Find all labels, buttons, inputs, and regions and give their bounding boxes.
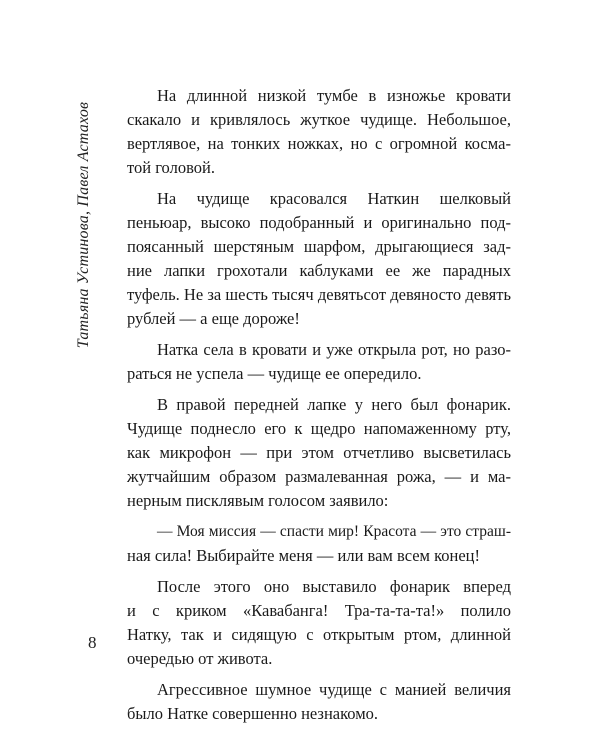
- body-text: [127, 84, 511, 726]
- text-line: поясанный шерстяным шарфом, дрыгающиеся зад-: [127, 237, 511, 256]
- text-line: ние лапки грохотали каблуками ее же парадных: [127, 261, 511, 280]
- text-line: Агрессивное шумное чудище с манией величия: [157, 680, 511, 699]
- text-line: После этого оно выставило фонарик вперед: [157, 577, 511, 596]
- text-line: раться не успела — чудище ее опередило.: [127, 364, 422, 383]
- text-line: как микрофон — при этом отчетливо высветилась: [127, 443, 511, 462]
- text-line: В правой передней лапке у него был фонарик.: [157, 395, 511, 414]
- running-head: Татьяна Устинова, Павел Астахов: [75, 101, 92, 349]
- text-line: Натка села в кровати и уже открыла рот, но разо-: [157, 340, 511, 359]
- text-line: Чудище поднесло его к щедро напомаженному рту,: [127, 419, 511, 438]
- text-line: На чудище красовался Наткин шелковый: [157, 189, 511, 208]
- text-line: На длинной низкой тумбе в изножье кровати: [157, 86, 511, 105]
- page-number: 8: [88, 633, 97, 652]
- text-line: ная сила! Выбирайте меня — или вам всем конец!: [127, 546, 481, 565]
- text-line: очередью от живота.: [127, 649, 273, 668]
- text-line: скакало и кривлялось жуткое чудище. Небольшое,: [127, 110, 511, 129]
- text-line: вертлявое, на тонких ножках, но с огромной космa-: [127, 134, 511, 153]
- text-line: той головой.: [127, 158, 215, 177]
- text-line: — Моя миссия — спасти мир! Красота — это страш-: [157, 523, 511, 540]
- text-line: жутчайшим образом размалеванная рожа, — и ма-: [127, 467, 511, 486]
- text-line: было Натке совершенно незнакомо.: [127, 704, 379, 723]
- text-line: пеньюар, высоко подобранный и оригинально под-: [127, 213, 511, 232]
- text-line: Натку, так и сидящую с открытым ртом, длинной: [127, 625, 511, 644]
- text-line: рублей — а еще дороже!: [127, 309, 300, 328]
- text-line: и с криком «Кавабанга! Тра-та-та-та!» полило: [127, 601, 511, 620]
- text-line: нерным писклявым голосом заявило:: [127, 491, 389, 510]
- text-line: туфель. Не за шесть тысяч девятьсот девяносто девять: [127, 285, 511, 304]
